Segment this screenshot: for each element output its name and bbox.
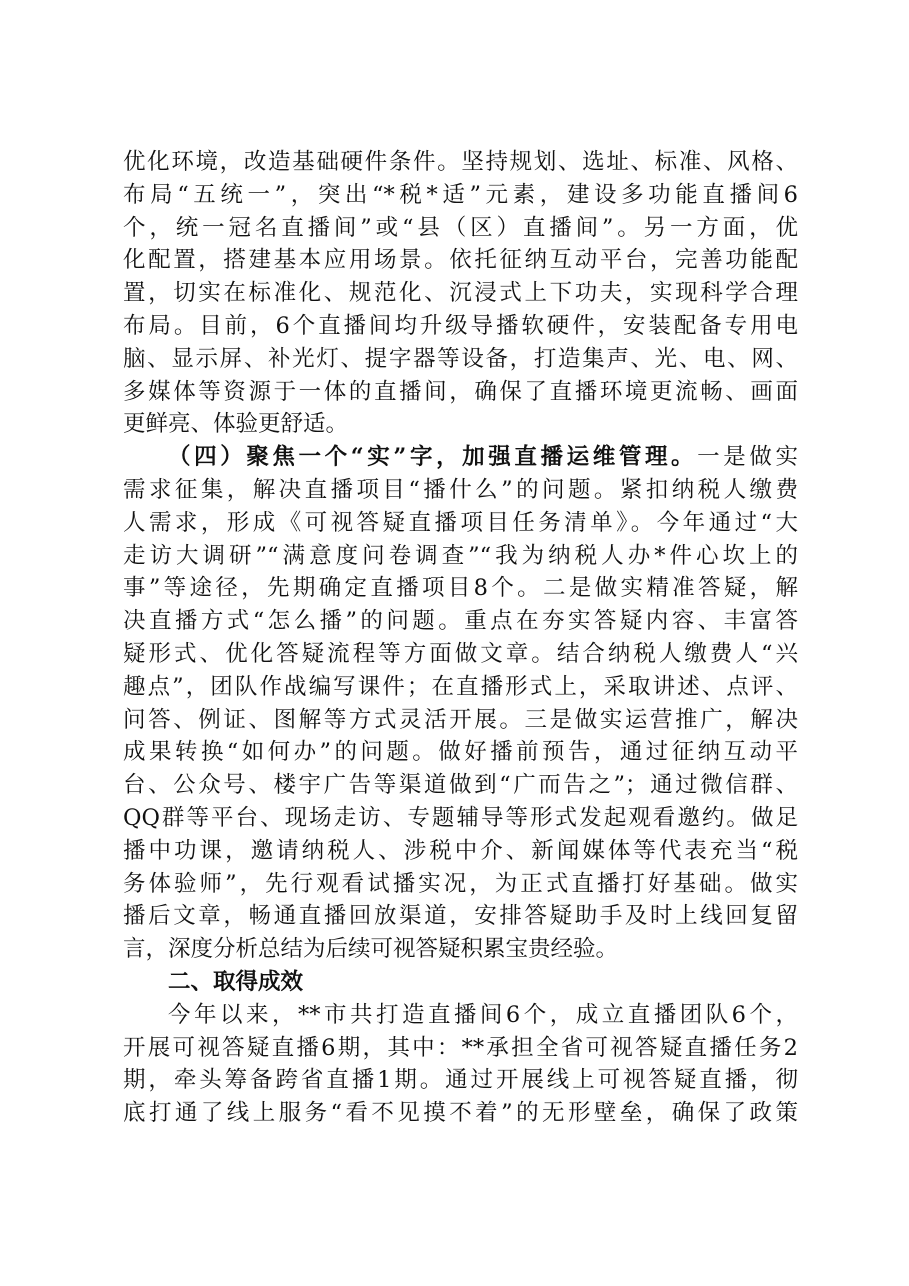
section-4-first-rest: 一是做实: [697, 444, 798, 471]
paragraph-line: 底打通了线上服务“看不见摸不着”的无形壁垒，确保了政策: [123, 1100, 798, 1127]
paragraph-line: 今年以来，**市共打造直播间6个，成立直播团队6个，: [168, 1001, 798, 1028]
paragraph-line: 事”等途径，先期确定直播项目8个。二是做实精准答疑，解: [123, 575, 798, 602]
paragraph-line: 期，牵头筹备跨省直播1期。通过开展线上可视答疑直播，彻: [123, 1067, 798, 1094]
paragraph-line: 化配置，搭建基本应用场景。依托征纳互动平台，完善功能配: [123, 247, 798, 274]
paragraph-line: 布局“五统一”，突出“*税*适”元素，建设多功能直播间6: [123, 181, 798, 208]
paragraph-line: 置，切实在标准化、规范化、沉浸式上下功夫，实现科学合理: [123, 280, 798, 307]
paragraph-line: 个，统一冠名直播间”或“县（区）直播间”。另一方面，优: [123, 214, 798, 241]
paragraph-line: 人需求，形成《可视答疑直播项目任务清单》。今年通过“大: [123, 509, 798, 536]
paragraph-line: 播中功课，邀请纳税人、涉税中介、新闻媒体等代表充当“税: [123, 837, 798, 864]
section-4-heading: （四）聚焦一个“实”字，加强直播运维管理。: [168, 444, 698, 471]
paragraph-line: 问答、例证、图解等方式灵活开展。三是做实运营推广，解决: [123, 706, 798, 733]
paragraph-line: 播后文章，畅通直播回放渠道，安排答疑助手及时上线回复留: [123, 903, 798, 930]
paragraph-line: QQ群等平台、现场走访、专题辅导等形式发起观看邀约。做足: [123, 804, 798, 831]
paragraph-line: 疑形式、优化答疑流程等方面做文章。结合纳税人缴费人“兴: [123, 640, 798, 667]
paragraph-line: 趣点”，团队作战编写课件；在直播形式上，采取讲述、点评、: [123, 673, 798, 700]
paragraph-line: 言，深度分析总结为后续可视答疑积累宝贵经验。: [123, 936, 619, 963]
paragraph-line: 优化环境，改造基础硬件条件。坚持规划、选址、标准、风格、: [123, 149, 798, 175]
section-heading: 二、取得成效: [168, 968, 304, 995]
paragraph-line: 务体验师”，先行观看试播实况，为正式直播打好基础。做实: [123, 870, 798, 897]
paragraph-line: 脑、显示屏、补光灯、提字器等设备，打造集声、光、电、网、: [123, 345, 798, 372]
paragraph-line: 走访大调研”“满意度问卷调查”“我为纳税人办*件心坎上的: [123, 542, 798, 569]
document-body: [123, 146, 798, 1130]
paragraph-line: 成果转换“如何办”的问题。做好播前预告，通过征纳互动平: [123, 739, 798, 766]
paragraph-line: 需求征集，解决直播项目“播什么”的问题。紧扣纳税人缴费: [123, 476, 798, 503]
paragraph-line: 开展可视答疑直播6期，其中：**承担全省可视答疑直播任务2: [123, 1034, 798, 1061]
section-4-first-line: [123, 441, 798, 474]
paragraph-line: 台、公众号、楼宇广告等渠道做到“广而告之”；通过微信群、: [123, 772, 798, 799]
paragraph-line: 布局。目前，6个直播间均升级导播软硬件，安装配备专用电: [123, 312, 798, 339]
paragraph-line: 决直播方式“怎么播”的问题。重点在夯实答疑内容、丰富答: [123, 608, 798, 635]
paragraph-line: 更鲜亮、体验更舒适。: [123, 411, 349, 438]
paragraph-line: 多媒体等资源于一体的直播间，确保了直播环境更流畅、画面: [123, 378, 798, 405]
